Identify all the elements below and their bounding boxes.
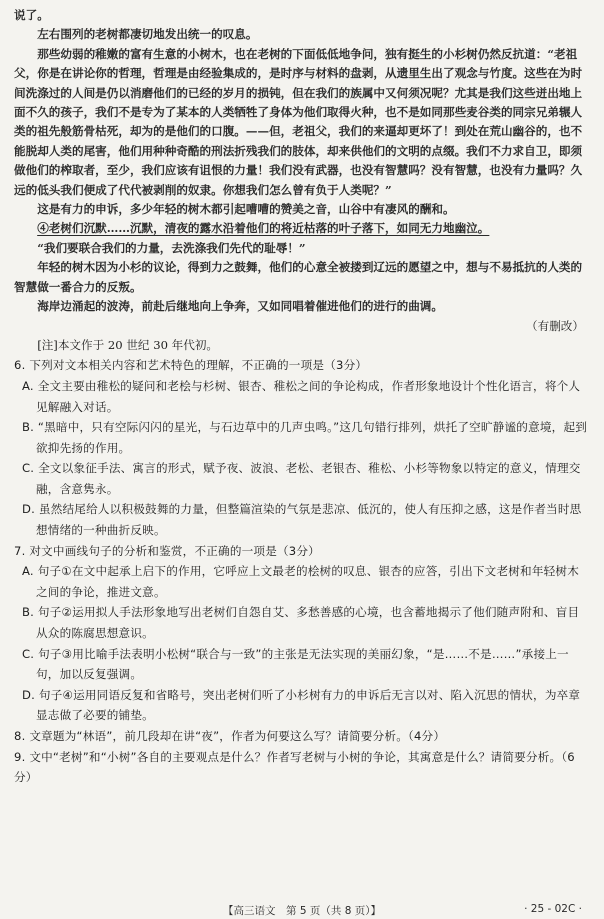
reading-passage (14, 6, 590, 317)
question-7-stem: 7. 对文中画线句子的分析和鉴赏，不正确的一项是（3分） (14, 543, 320, 558)
passage-paragraph: 那些幼弱的稚嫩的富有生意的小树木，也在老树的下面低低地争问，独有挺生的小杉树仍然反抗道：“老祖父，你是在讲论你的哲理，哲理是由经验集成的，是时序与材料的盘剥，从遗里生出了观念与竹度。这些在为时间洗涤过的人间是仍以消磨他们的已经的岁月的损钝，但在我们的族属中又何须况呢？尤其是我们这些迸出地上面不久的孩子，我们不是专为了某本的人类牺牲了身体为他们取得火种，也不是如同那些麦谷类的同宗兄弟辗人类的祖先般筋骨枯死，却为的是他们的口腹。——但，老祖父，我们的来逼却更坏了！到处在荒山幽谷的，也不能脱却人类的尾害，他们用种种奇酷的刑法折残我们的肢体，却来供他们的文明的点缀。我们不力求自卫，即须做他们的榨取者，至少，我们应该有诅恨的力量！我们没有武器，也没有智慧吗？没有智慧，也没有力量吗？久远的低头我们便成了代代被剥削的奴隶。你想我们怎么曾有负于人类呢？” (14, 46, 583, 197)
exam-code: · 25 - 02C · (524, 903, 582, 915)
question-7-option-d: D. 句子④运用同语反复和省略号，突出老树们听了小杉树有力的申诉后无言以对、陷入沉思的情状，为卒章显志做了必要的铺垫。 (22, 687, 581, 723)
question-6-option-a: A. 全文主要由稚松的疑问和老桧与杉树、银杏、稚松之间的争论构成，作者形象地设计个性化语言，将个人见解融入对话。 (22, 378, 581, 414)
question-7-option-b: B. 句子②运用拟人手法形象地写出老树们自怨自艾、多愁善感的心境，也含蓄地揭示了他们随声附和、盲目从众的陈腐思想意识。 (22, 605, 580, 641)
underlined-sentence-4 (14, 219, 590, 238)
revision-note: （有删改） (526, 318, 584, 333)
questions (14, 355, 590, 787)
question-8: 8. 文章题为“林语”，前几段却在讲“夜”，作者为何要这么写？请简要分析。（4分） (14, 729, 446, 743)
question-6-option-c: C. 全文以象征手法、寓言的形式，赋予夜、波浪、老松、老银杏、稚松、小杉等物象以特定的意义，情理交融，含意隽永。 (22, 461, 581, 496)
page-number: 【高三语文 第 5 页（共 8 页）】 (223, 905, 381, 917)
underlined-text: ④老树们沉默……沉默，清夜的露水沿着他们的将近枯落的叶子落下，如同无力地幽泣。 (37, 221, 490, 236)
passage-paragraph: 年轻的树木因为小杉的议论，得到力之鼓舞，他们的心意全被搂到辽远的愿望之中，想与不易抵抗的人类的智慧做一番合力的反叛。 (14, 260, 583, 294)
passage-paragraph: 说了。 (14, 8, 49, 22)
question-6-option-d: D. 虽然结尾给人以积极鼓舞的力量，但整篇渲染的气氛是悲凉、低沉的，使人有压抑之感，这是作者当时思想情绪的一种曲折反映。 (22, 502, 582, 538)
passage-paragraph: 海岸边涌起的波涛，前赴后继地向上争奔，又如同唱着催进他们的进行的曲调。 (37, 299, 443, 314)
passage-paragraph: 这是有力的申诉，多少年轻的树木都引起嘈嘈的赞美之音，山谷中有凄风的酬和。 (37, 202, 455, 217)
passage-paragraph: “我们要联合我们的力量，去洗涤我们先代的耻辱！” (37, 240, 306, 255)
question-9: 9. 文中“老树”和“小树”各自的主要观点是什么？作者写老树与小树的争论，其寓意是什么？请简要分析。（6分） (14, 749, 575, 785)
question-6-option-b: B. “黑暗中，只有空际闪闪的星光，与石边草中的几声虫鸣。”这几句错行排列，烘托了空旷静谧的意境，起到欲抑先扬的作用。 (22, 420, 588, 455)
question-6-stem: 6. 下列对文本相关内容和艺术特色的理解，不正确的一项是（3分） (14, 358, 368, 373)
question-7-option-a: A. 句子①在文中起承上启下的作用，它呼应上文最老的桧树的叹息、银杏的应答，引出下文老树和年轻树木之间的争论，推进文意。 (22, 564, 580, 599)
footnote: [注]本文作于 20 世纪 30 年代初。 (37, 337, 219, 352)
passage-paragraph: 左右围列的老树都凄切地发出统一的叹息。 (37, 27, 258, 42)
question-7-option-c: C. 句子③用比喻手法表明小松树“联合与一致”的主张是无法实现的美丽幻象，“是……不是……”承接上一句，加以反复强调。 (22, 646, 569, 682)
